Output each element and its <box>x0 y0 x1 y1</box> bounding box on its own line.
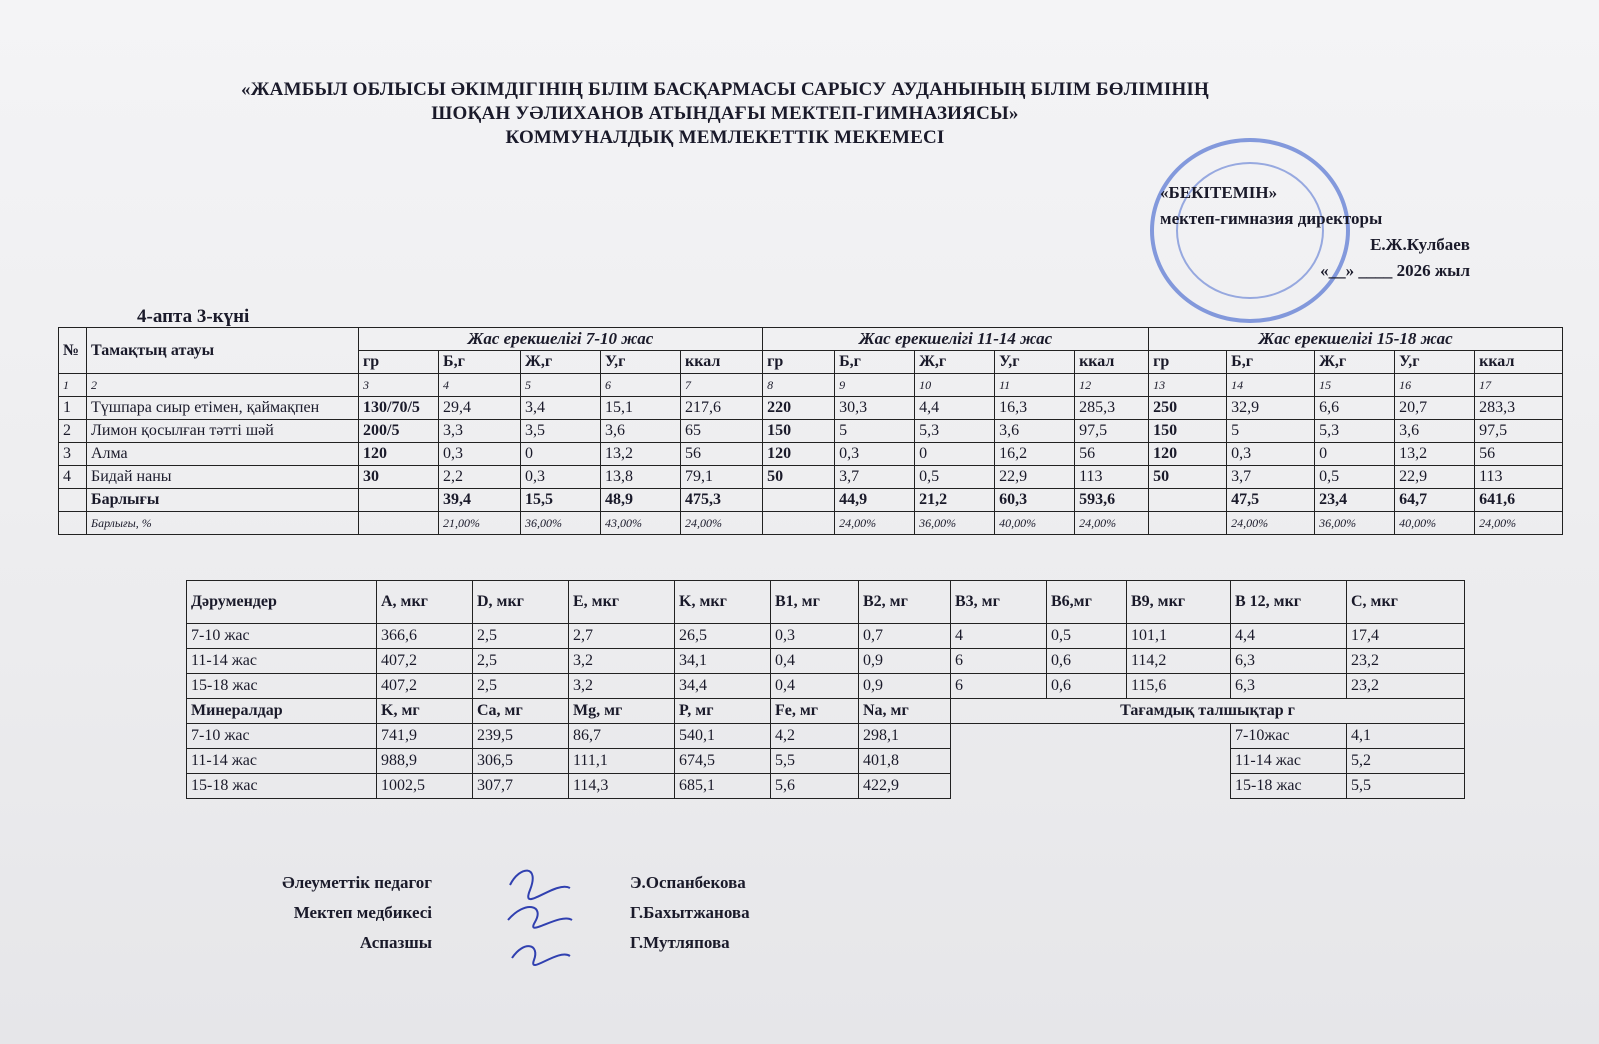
column-number: 8 <box>763 374 835 397</box>
mineral-value: 239,5 <box>473 724 569 749</box>
mineral-header: K, мг <box>377 699 473 724</box>
column-number: 2 <box>87 374 359 397</box>
menu-table <box>58 327 1563 535</box>
vitamin-value: 23,2 <box>1347 649 1465 674</box>
table-row <box>59 397 1563 420</box>
column-number: 4 <box>439 374 521 397</box>
fiber-age-group: 7-10жас <box>1231 724 1347 749</box>
col-number-header: № <box>59 328 87 374</box>
nutrient-subheader: У,г <box>995 351 1075 374</box>
nutrient-value: 56 <box>681 443 763 466</box>
mineral-value: 15-18 жас <box>187 774 377 799</box>
nutrient-value: 285,3 <box>1075 397 1149 420</box>
nutrient-value: 3,6 <box>995 420 1075 443</box>
total-value: 641,6 <box>1475 489 1563 512</box>
mineral-value: 86,7 <box>569 724 675 749</box>
vitamin-value: 34,4 <box>675 674 771 699</box>
percent-label: Барлығы, % <box>87 512 359 535</box>
total-value <box>1149 489 1227 512</box>
mineral-header: Na, мг <box>859 699 951 724</box>
nutrient-value: 0 <box>1315 443 1395 466</box>
nutrient-value: 120 <box>763 443 835 466</box>
fiber-value: 5,2 <box>1347 749 1465 774</box>
name-1: Э.Оспанбекова <box>630 873 746 892</box>
percent-value <box>763 512 835 535</box>
nutrient-value: 29,4 <box>439 397 521 420</box>
empty-cell <box>59 512 87 535</box>
dish-name: Алма <box>87 443 359 466</box>
column-number: 14 <box>1227 374 1315 397</box>
approval-title: «БЕКІТЕМІН» <box>1160 183 1278 202</box>
vitamin-value: 2,7 <box>569 624 675 649</box>
day-label: 4-апта 3-күні <box>137 306 250 327</box>
vitamin-value: 3,2 <box>569 674 675 699</box>
total-value: 23,4 <box>1315 489 1395 512</box>
percent-value: 24,00% <box>1475 512 1563 535</box>
nutrient-value: 32,9 <box>1227 397 1315 420</box>
role-school-nurse: Мектеп медбикесі <box>293 903 432 922</box>
total-value: 475,3 <box>681 489 763 512</box>
nutrient-value: 13,8 <box>601 466 681 489</box>
nutrient-value: 217,6 <box>681 397 763 420</box>
nutrient-subheader: гр <box>763 351 835 374</box>
fiber-value: 4,1 <box>1347 724 1465 749</box>
nutrient-subheader: Ж,г <box>915 351 995 374</box>
mineral-header: Ca, мг <box>473 699 569 724</box>
vitamin-header: B6,мг <box>1047 581 1127 624</box>
total-value <box>359 489 439 512</box>
mineral-value: 298,1 <box>859 724 951 749</box>
vitamin-value: 101,1 <box>1127 624 1231 649</box>
dish-name: Лимон қосылған тәтті шәй <box>87 420 359 443</box>
vitamin-header: C, мкг <box>1347 581 1465 624</box>
total-value: 21,2 <box>915 489 995 512</box>
mineral-header: Минералдар <box>187 699 377 724</box>
nutrient-value: 56 <box>1475 443 1563 466</box>
nutrient-value: 113 <box>1475 466 1563 489</box>
table-row <box>187 774 1465 799</box>
column-number: 10 <box>915 374 995 397</box>
mineral-value: 111,1 <box>569 749 675 774</box>
total-value: 60,3 <box>995 489 1075 512</box>
header-line-3: КОММУНАЛДЫҚ МЕМЛЕКЕТТІК МЕКЕМЕСІ <box>505 127 945 148</box>
table-row <box>187 749 1465 774</box>
column-number: 17 <box>1475 374 1563 397</box>
fiber-value: 5,5 <box>1347 774 1465 799</box>
vitamin-value: 2,5 <box>473 674 569 699</box>
nutrient-value: 0,5 <box>1315 466 1395 489</box>
signature-names <box>630 868 750 958</box>
vitamin-header: B1, мг <box>771 581 859 624</box>
mineral-value: 114,3 <box>569 774 675 799</box>
column-number: 11 <box>995 374 1075 397</box>
nutrient-value: 5,3 <box>1315 420 1395 443</box>
total-value: 48,9 <box>601 489 681 512</box>
mineral-value: 988,9 <box>377 749 473 774</box>
nutrient-value: 120 <box>1149 443 1227 466</box>
vitamin-header: B 12, мкг <box>1231 581 1347 624</box>
nutrient-value: 16,2 <box>995 443 1075 466</box>
mineral-value: 5,5 <box>771 749 859 774</box>
nutrient-subheader: Б,г <box>1227 351 1315 374</box>
age-group-header: Жас ерекшелігі 11-14 жас <box>763 328 1149 351</box>
mineral-value: 401,8 <box>859 749 951 774</box>
approval-name: Е.Ж.Кулбаев <box>1370 235 1470 254</box>
nutrient-value: 3,3 <box>439 420 521 443</box>
nutrient-value: 50 <box>763 466 835 489</box>
nutrient-subheader: У,г <box>601 351 681 374</box>
nutrient-value: 250 <box>1149 397 1227 420</box>
vitamin-value: 366,6 <box>377 624 473 649</box>
mineral-value: 674,5 <box>675 749 771 774</box>
total-value: 47,5 <box>1227 489 1315 512</box>
total-label: Барлығы <box>87 489 359 512</box>
percent-value: 24,00% <box>1227 512 1315 535</box>
column-number: 9 <box>835 374 915 397</box>
row-number: 1 <box>59 397 87 420</box>
nutrient-value: 6,6 <box>1315 397 1395 420</box>
table-row <box>59 443 1563 466</box>
table-row <box>59 466 1563 489</box>
nutrient-value: 30,3 <box>835 397 915 420</box>
nutrient-value: 0,5 <box>915 466 995 489</box>
vitamin-value: 23,2 <box>1347 674 1465 699</box>
mineral-value: 540,1 <box>675 724 771 749</box>
nutrient-value: 3,6 <box>1395 420 1475 443</box>
empty-cell <box>951 749 1231 774</box>
row-number: 2 <box>59 420 87 443</box>
column-number: 15 <box>1315 374 1395 397</box>
mineral-value: 1002,5 <box>377 774 473 799</box>
percent-value: 40,00% <box>1395 512 1475 535</box>
nutrient-subheader: Ж,г <box>521 351 601 374</box>
nutrient-value: 13,2 <box>1395 443 1475 466</box>
vitamin-value: 15-18 жас <box>187 674 377 699</box>
nutrient-value: 283,3 <box>1475 397 1563 420</box>
total-value: 44,9 <box>835 489 915 512</box>
percent-value: 40,00% <box>995 512 1075 535</box>
nutrient-subheader: ккал <box>1075 351 1149 374</box>
vitamin-value: 115,6 <box>1127 674 1231 699</box>
nutrient-value: 2,2 <box>439 466 521 489</box>
percent-row <box>59 512 1563 535</box>
approval-date: «__» ____ 2026 жыл <box>1320 261 1470 280</box>
nutrient-value: 50 <box>1149 466 1227 489</box>
nutrient-value: 0,3 <box>521 466 601 489</box>
signature-roles <box>200 868 432 958</box>
vitamin-value: 6 <box>951 649 1047 674</box>
vitamin-value: 6,3 <box>1231 649 1347 674</box>
mineral-value: 7-10 жас <box>187 724 377 749</box>
header-line-1: «ЖАМБЫЛ ОБЛЫСЫ ӘКІМДІГІНІҢ БІЛІМ БАСҚАРМАСЫ САРЫСУ АУДАНЫНЫҢ БІЛІМ БӨЛІМІНІҢ <box>241 79 1209 100</box>
vitamin-value: 6,3 <box>1231 674 1347 699</box>
table-row <box>59 420 1563 443</box>
handwritten-signatures <box>500 860 580 970</box>
total-value <box>763 489 835 512</box>
total-value: 15,5 <box>521 489 601 512</box>
nutrient-subheader: ккал <box>1475 351 1563 374</box>
vitamin-value: 0,7 <box>859 624 951 649</box>
table-row <box>187 649 1465 674</box>
mineral-header: Fe, мг <box>771 699 859 724</box>
fiber-header: Тағамдық талшықтар г <box>951 699 1465 724</box>
vitamin-value: 4,4 <box>1231 624 1347 649</box>
mineral-value: 4,2 <box>771 724 859 749</box>
total-value: 39,4 <box>439 489 521 512</box>
col-dish-name-header: Тамақтың атауы <box>87 328 359 374</box>
nutrient-value: 0,3 <box>439 443 521 466</box>
row-number: 3 <box>59 443 87 466</box>
vitamin-header: A, мкг <box>377 581 473 624</box>
mineral-value: 422,9 <box>859 774 951 799</box>
vitamin-value: 0,9 <box>859 674 951 699</box>
vitamin-value: 0,3 <box>771 624 859 649</box>
mineral-header: P, мг <box>675 699 771 724</box>
column-number: 16 <box>1395 374 1475 397</box>
column-number: 7 <box>681 374 763 397</box>
nutrient-value: 120 <box>359 443 439 466</box>
vitamin-value: 26,5 <box>675 624 771 649</box>
nutrient-subheader: Б,г <box>439 351 521 374</box>
nutrients-table <box>186 580 1465 799</box>
column-number: 6 <box>601 374 681 397</box>
percent-value: 43,00% <box>601 512 681 535</box>
nutrient-value: 150 <box>763 420 835 443</box>
document-header <box>110 78 1340 150</box>
percent-value <box>1149 512 1227 535</box>
nutrient-value: 30 <box>359 466 439 489</box>
total-row <box>59 489 1563 512</box>
percent-value: 24,00% <box>681 512 763 535</box>
nutrient-value: 0 <box>521 443 601 466</box>
nutrient-subheader: У,г <box>1395 351 1475 374</box>
percent-value: 24,00% <box>1075 512 1149 535</box>
vitamin-header: B9, мкг <box>1127 581 1231 624</box>
nutrient-value: 97,5 <box>1475 420 1563 443</box>
percent-value: 24,00% <box>835 512 915 535</box>
vitamin-value: 3,2 <box>569 649 675 674</box>
vitamin-value: 0,6 <box>1047 649 1127 674</box>
nutrient-value: 150 <box>1149 420 1227 443</box>
vitamin-value: 6 <box>951 674 1047 699</box>
dish-name: Бидай наны <box>87 466 359 489</box>
nutrient-value: 97,5 <box>1075 420 1149 443</box>
nutrient-subheader: гр <box>1149 351 1227 374</box>
role-social-pedagogue: Әлеуметтік педагог <box>282 873 432 892</box>
total-value: 593,6 <box>1075 489 1149 512</box>
vitamin-header: B3, мг <box>951 581 1047 624</box>
nutrient-subheader: ккал <box>681 351 763 374</box>
name-2: Г.Бахытжанова <box>630 903 750 922</box>
nutrient-value: 3,7 <box>1227 466 1315 489</box>
column-number: 3 <box>359 374 439 397</box>
vitamin-value: 2,5 <box>473 649 569 674</box>
vitamin-value: 7-10 жас <box>187 624 377 649</box>
nutrient-value: 220 <box>763 397 835 420</box>
mineral-value: 306,5 <box>473 749 569 774</box>
vitamin-header: D, мкг <box>473 581 569 624</box>
nutrient-value: 5,3 <box>915 420 995 443</box>
empty-cell <box>951 724 1231 749</box>
vitamin-header: K, мкг <box>675 581 771 624</box>
vitamin-value: 4 <box>951 624 1047 649</box>
vitamin-value: 407,2 <box>377 674 473 699</box>
percent-value: 36,00% <box>915 512 995 535</box>
empty-cell <box>59 489 87 512</box>
vitamin-value: 0,4 <box>771 674 859 699</box>
nutrient-value: 0,3 <box>1227 443 1315 466</box>
nutrient-value: 4,4 <box>915 397 995 420</box>
vitamin-value: 17,4 <box>1347 624 1465 649</box>
vitamin-header: B2, мг <box>859 581 951 624</box>
column-number: 13 <box>1149 374 1227 397</box>
vitamin-value: 2,5 <box>473 624 569 649</box>
age-group-header: Жас ерекшелігі 7-10 жас <box>359 328 763 351</box>
nutrient-value: 0 <box>915 443 995 466</box>
vitamin-value: 407,2 <box>377 649 473 674</box>
mineral-value: 11-14 жас <box>187 749 377 774</box>
vitamin-value: 34,1 <box>675 649 771 674</box>
column-number: 5 <box>521 374 601 397</box>
fiber-age-group: 11-14 жас <box>1231 749 1347 774</box>
total-value: 64,7 <box>1395 489 1475 512</box>
nutrient-value: 200/5 <box>359 420 439 443</box>
age-group-header: Жас ерекшелігі 15-18 жас <box>1149 328 1563 351</box>
vitamin-value: 0,4 <box>771 649 859 674</box>
percent-value <box>359 512 439 535</box>
mineral-value: 685,1 <box>675 774 771 799</box>
table-row <box>187 724 1465 749</box>
approval-block <box>1160 180 1470 284</box>
vitamin-value: 0,5 <box>1047 624 1127 649</box>
nutrient-value: 22,9 <box>995 466 1075 489</box>
percent-value: 36,00% <box>1315 512 1395 535</box>
row-number: 4 <box>59 466 87 489</box>
nutrient-value: 5 <box>1227 420 1315 443</box>
nutrient-value: 79,1 <box>681 466 763 489</box>
nutrient-subheader: Б,г <box>835 351 915 374</box>
nutrient-value: 0,3 <box>835 443 915 466</box>
mineral-header: Mg, мг <box>569 699 675 724</box>
percent-value: 36,00% <box>521 512 601 535</box>
nutrient-value: 13,2 <box>601 443 681 466</box>
role-cook: Аспазшы <box>359 933 432 952</box>
nutrient-value: 15,1 <box>601 397 681 420</box>
nutrient-value: 130/70/5 <box>359 397 439 420</box>
mineral-value: 5,6 <box>771 774 859 799</box>
nutrient-value: 3,7 <box>835 466 915 489</box>
nutrient-value: 16,3 <box>995 397 1075 420</box>
vitamin-header: E, мкг <box>569 581 675 624</box>
percent-value: 21,00% <box>439 512 521 535</box>
nutrient-value: 5 <box>835 420 915 443</box>
nutrient-subheader: Ж,г <box>1315 351 1395 374</box>
fiber-age-group: 15-18 жас <box>1231 774 1347 799</box>
approval-position: мектеп-гимназия директоры <box>1160 209 1383 228</box>
table-row <box>187 674 1465 699</box>
nutrient-value: 56 <box>1075 443 1149 466</box>
column-number: 1 <box>59 374 87 397</box>
nutrient-value: 113 <box>1075 466 1149 489</box>
nutrient-value: 22,9 <box>1395 466 1475 489</box>
nutrient-value: 3,5 <box>521 420 601 443</box>
name-3: Г.Мутляпова <box>630 933 730 952</box>
dish-name: Түшпара сиыр етімен, қаймақпен <box>87 397 359 420</box>
nutrient-value: 65 <box>681 420 763 443</box>
header-line-2: ШОҚАН УӘЛИХАНОВ АТЫНДАҒЫ МЕКТЕП-ГИМНАЗИЯСЫ» <box>431 103 1019 124</box>
table-row <box>187 624 1465 649</box>
vitamin-header: Дәрумендер <box>187 581 377 624</box>
vitamin-value: 0,9 <box>859 649 951 674</box>
nutrient-value: 3,6 <box>601 420 681 443</box>
nutrient-value: 3,4 <box>521 397 601 420</box>
empty-cell <box>951 774 1231 799</box>
nutrient-value: 20,7 <box>1395 397 1475 420</box>
vitamin-value: 114,2 <box>1127 649 1231 674</box>
nutrient-subheader: гр <box>359 351 439 374</box>
vitamin-value: 0,6 <box>1047 674 1127 699</box>
column-number: 12 <box>1075 374 1149 397</box>
mineral-value: 741,9 <box>377 724 473 749</box>
vitamin-value: 11-14 жас <box>187 649 377 674</box>
mineral-value: 307,7 <box>473 774 569 799</box>
